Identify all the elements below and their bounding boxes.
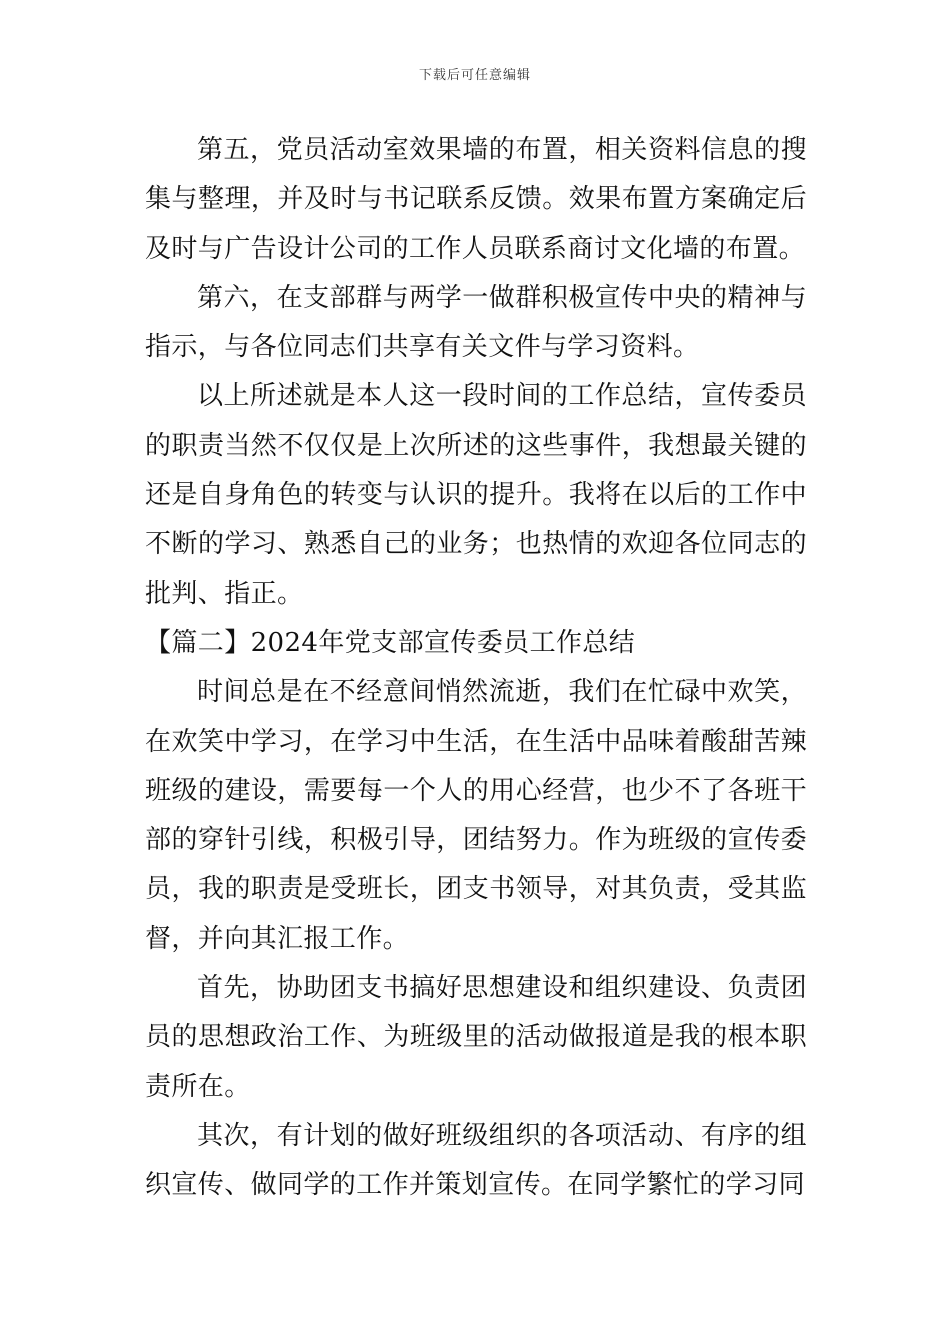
paragraph-fifth: 第五，党员活动室效果墙的布置，相关资料信息的搜集与整理，并及时与书记联系反馈。效果布置方案确定后及时与广告设计公司的工作人员联系商讨文化墙的布置。: [145, 135, 807, 264]
paragraph-second-duty: 其次，有计划的做好班级组织的各项活动、有序的组织宣传、做同学的工作并策划宣传。在同学繁忙的学习同: [145, 1120, 807, 1201]
paragraph-intro: 时间总是在不经意间悄然流逝，我们在忙碌中欢笑，在欢笑中学习，在学习中生活，在生活中品味着酸甜苦辣班级的建设，需要每一个人的用心经营，也少不了各班干部的穿针引线，积极引导，团结努力。作为班级的宣传委员，我的职责是受班长，团支书领导，对其负责，受其监督，并向其汇报工作。: [145, 677, 807, 954]
section-heading: 【篇二】2024年党支部宣传委员工作总结: [145, 627, 636, 658]
paragraph-first-duty: 首先，协助团支书搞好思想建设和组织建设、负责团员的思想政治工作、为班级里的活动做报道是我的根本职责所在。: [145, 973, 807, 1102]
document-body: [145, 126, 807, 1211]
paragraph-summary: 以上所述就是本人这一段时间的工作总结，宣传委员的职责当然不仅仅是上次所述的这些事件，我想最关键的还是自身角色的转变与认识的提升。我将在以后的工作中不断的学习、熟悉自己的业务；也热情的欢迎各位同志的批判、指正。: [145, 381, 807, 609]
paragraph-sixth: 第六，在支部群与两学一做群积极宣传中央的精神与指示，与各位同志们共享有关文件与学习资料。: [145, 282, 807, 363]
page-header-note: 下载后可任意编辑: [418, 68, 531, 83]
